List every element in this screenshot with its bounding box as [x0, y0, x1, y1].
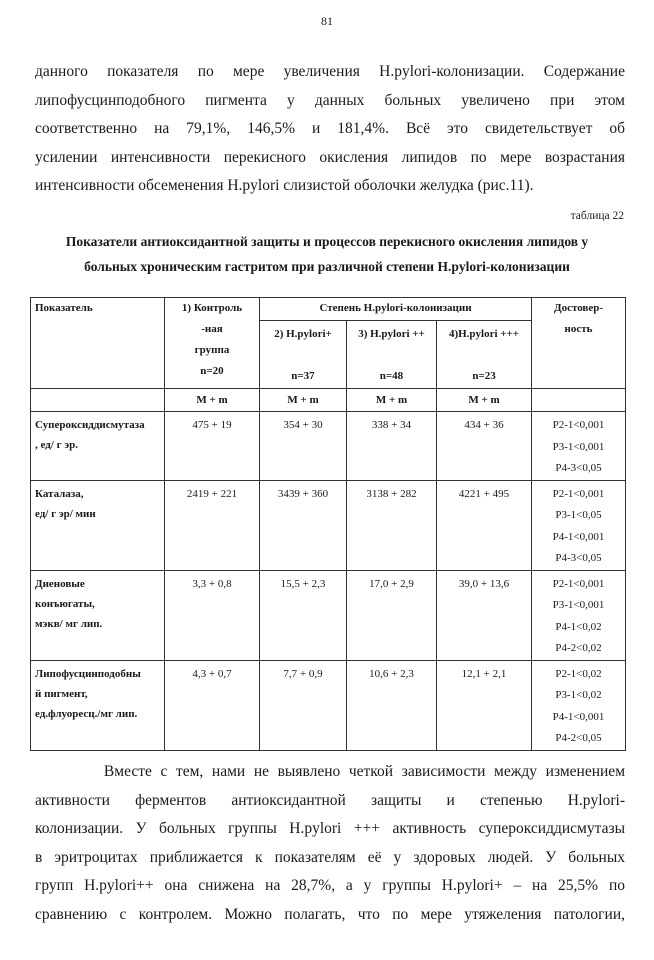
paragraph-intro — [35, 58, 625, 201]
header-degree: Степень H.pylori-колонизации — [260, 298, 532, 321]
mm-empty — [532, 389, 626, 412]
table-row — [31, 480, 626, 570]
mm-label: M + m — [260, 389, 347, 412]
paragraph-discussion — [35, 758, 625, 929]
page-number: 81 — [321, 14, 333, 28]
value-group-4: 434 + 36 — [437, 412, 532, 481]
header-indicator: Показатель — [31, 298, 165, 389]
table-title-line: Показатели антиоксидантной защиты и процессов перекисного окисления липидов у — [65, 234, 589, 249]
significance: P2-1<0,02 P3-1<0,02 P4-1<0,001 P4-2<0,05 — [532, 660, 626, 750]
mm-empty — [31, 389, 165, 412]
value-group-2: 7,7 + 0,9 — [260, 660, 347, 750]
table-row — [31, 660, 626, 750]
text-line: данного показателя по мере увеличения H.pylori-колонизации. Содержание — [35, 63, 625, 80]
value-group-2: 3439 + 360 — [260, 480, 347, 570]
text-line: в эритроцитах приближается к показателям её у здоровых людей. У больных — [35, 848, 625, 866]
value-group-2: 15,5 + 2,3 — [260, 570, 347, 660]
table-row — [31, 570, 626, 660]
header-control: 1) Контроль -ная группа n=20 — [165, 298, 260, 389]
text-line: сравнению с контролем. Можно полагать, что по мере утяжеления патологии, — [35, 905, 625, 923]
value-control: 4,3 + 0,7 — [165, 660, 260, 750]
row-name: Диеновые конъюгаты, мэкв/ мг лип. — [31, 570, 165, 660]
value-group-4: 12,1 + 2,1 — [437, 660, 532, 750]
table-row — [31, 412, 626, 481]
text-line: активности ферментов антиоксидантной защиты и степенью H.pylori- — [35, 791, 625, 809]
text-line: усилении интенсивности перекисного окисления липидов по мере возрастания — [35, 148, 625, 166]
value-control: 3,3 + 0,8 — [165, 570, 260, 660]
value-control: 2419 + 221 — [165, 480, 260, 570]
table-title — [20, 229, 634, 279]
text-line: интенсивности обсеменения H.pylori слизистой оболочки желудка (рис.11). — [35, 177, 534, 194]
mm-label: M + m — [165, 389, 260, 412]
value-group-3: 3138 + 282 — [347, 480, 437, 570]
row-name: Липофусцинподобны й пигмент, ед.флуоресц./мг лип. — [31, 660, 165, 750]
table-title-line: больных хроническим гастритом при различной степени H.pylori-колонизации — [84, 259, 570, 274]
row-name: Каталаза, ед/ г эр/ мин — [31, 480, 165, 570]
header-group-2: 2) H.pylori+ n=37 — [260, 321, 347, 389]
text-line: групп H.pylori++ она снижена на 28,7%, а у группы H.pylori+ – на 25,5% по — [35, 877, 625, 894]
significance: P2-1<0,001 P3-1<0,05 P4-1<0,001 P4-3<0,05 — [532, 480, 626, 570]
value-group-2: 354 + 30 — [260, 412, 347, 481]
value-control: 475 + 19 — [165, 412, 260, 481]
text-line: соответственно на 79,1%, 146,5% и 181,4%. Всё это свидетельствует об — [35, 120, 625, 137]
text-line: Вместе с тем, нами не выявлено четкой зависимости между изменением — [35, 763, 625, 780]
value-group-3: 10,6 + 2,3 — [347, 660, 437, 750]
mm-row — [31, 389, 626, 412]
value-group-4: 4221 + 495 — [437, 480, 532, 570]
text-line: колонизации. У больных группы H.pylori +++ активность супероксиддисмутазы — [35, 820, 625, 837]
significance: P2-1<0,001 P3-1<0,001 P4-1<0,02 P4-2<0,02 — [532, 570, 626, 660]
header-group-3: 3) H.pylori ++ n=48 — [347, 321, 437, 389]
value-group-3: 338 + 34 — [347, 412, 437, 481]
text-line: липофусцинподобного пигмента у данных больных увеличено при этом — [35, 91, 625, 109]
significance: P2-1<0,001 P3-1<0,001 P4-3<0,05 — [532, 412, 626, 481]
mm-label: M + m — [347, 389, 437, 412]
data-table — [30, 297, 626, 751]
table-label: таблица 22 — [570, 210, 624, 222]
mm-label: M + m — [437, 389, 532, 412]
row-name: Супероксиддисмутаза , ед/ г эр. — [31, 412, 165, 481]
header-group-4: 4)H.pylori +++ n=23 — [437, 321, 532, 389]
table-header-row — [31, 298, 626, 321]
header-significance: Достовер- ность — [532, 298, 626, 389]
value-group-3: 17,0 + 2,9 — [347, 570, 437, 660]
value-group-4: 39,0 + 13,6 — [437, 570, 532, 660]
